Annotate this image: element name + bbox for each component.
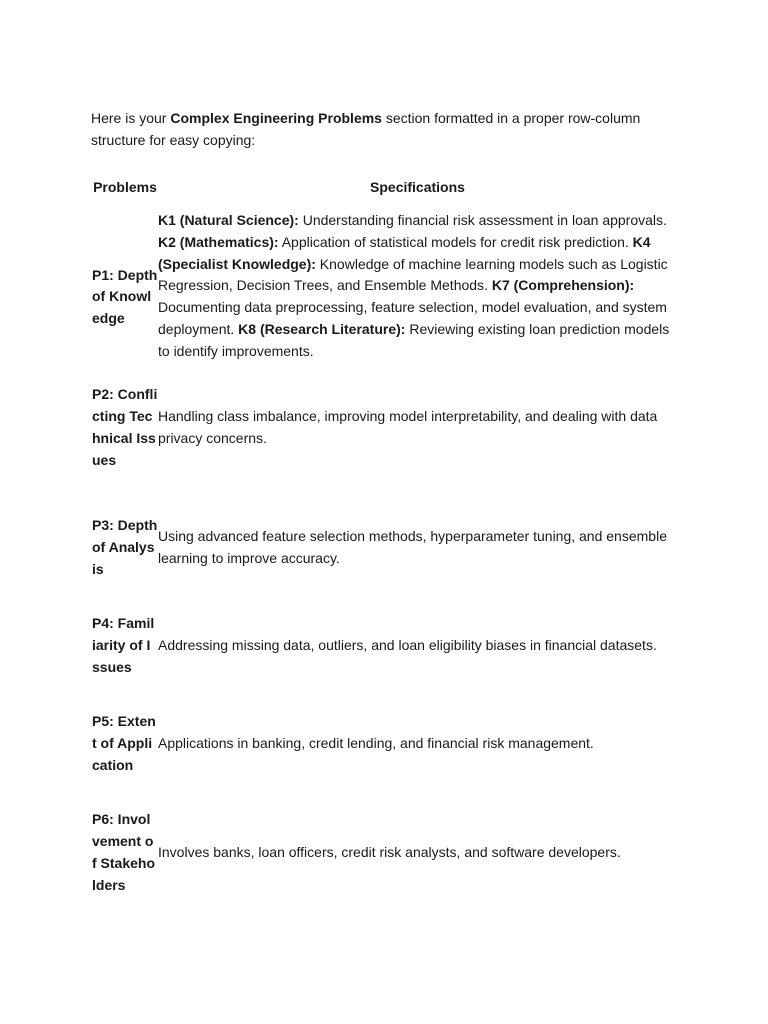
problem-cell: P3: Depth of Analysis — [92, 517, 158, 577]
spec-cell: Addressing missing data, outliers, and loan eligibility biases in financial datasets. — [158, 637, 657, 654]
spec-k1-text: Understanding financial risk assessment in loan approvals. — [298, 212, 667, 228]
table-row — [92, 690, 677, 799]
table-row — [92, 603, 677, 690]
table-header-row — [92, 166, 677, 210]
complex-engineering-problems-table — [92, 166, 677, 908]
spec-k8-text: Reviewing existing loan prediction models to identify improvements. — [158, 320, 670, 359]
intro-bold-title: Complex Engineering Problems — [170, 110, 382, 126]
problem-cell: P6: Involvement of Stakeholders — [92, 811, 156, 893]
spec-cell: Involves banks, loan officers, credit risk analysts, and software developers. — [158, 844, 621, 861]
intro-text-after: section formatted in a proper row-column structure for easy copying: — [91, 110, 641, 148]
header-specifications: Specifications — [370, 179, 465, 196]
spec-cell: Using advanced feature selection methods, hyperparameter tuning, and ensemble learning to improve accuracy. — [158, 528, 667, 567]
problem-cell: P2: Conflicting Technical Issues — [92, 386, 158, 468]
table-row — [92, 494, 677, 603]
spec-k2-text: Application of statistical models for credit risk prediction. — [278, 233, 633, 250]
spec-k4-text: Knowledge of machine learning models such as Logistic Regression, Decision Trees, and Ensemble Methods. — [158, 255, 668, 294]
table-row — [92, 799, 677, 908]
table-row — [92, 210, 677, 363]
problem-cell: P5: Extent of Application — [92, 713, 156, 773]
spec-k7-text: Documenting data preprocessing, feature selection, model evaluation, and system deployment. — [158, 299, 667, 337]
spec-k1-label: K1 (Natural Science): — [158, 212, 299, 228]
table-row — [92, 363, 677, 494]
spec-cell: Applications in banking, credit lending, and financial risk management. — [158, 735, 594, 752]
spec-k7-label: K7 (Comprehension): — [491, 277, 635, 294]
spec-k4-label: K4 (Specialist Knowledge): — [158, 233, 651, 272]
problem-cell: P4: Familiarity of Issues — [92, 615, 155, 675]
intro-paragraph — [91, 107, 681, 151]
spec-k8-label: K8 (Research Literature): — [238, 320, 406, 337]
problem-cell: P1: Depth of Knowledge — [92, 266, 158, 327]
header-problems: Problems — [93, 179, 157, 196]
intro-text-before: Here is your — [91, 110, 171, 126]
spec-cell — [158, 210, 677, 363]
spec-k2-label: K2 (Mathematics): — [158, 233, 279, 250]
spec-cell: Handling class imbalance, improving model interpretability, and dealing with data privacy concerns. — [158, 408, 658, 447]
